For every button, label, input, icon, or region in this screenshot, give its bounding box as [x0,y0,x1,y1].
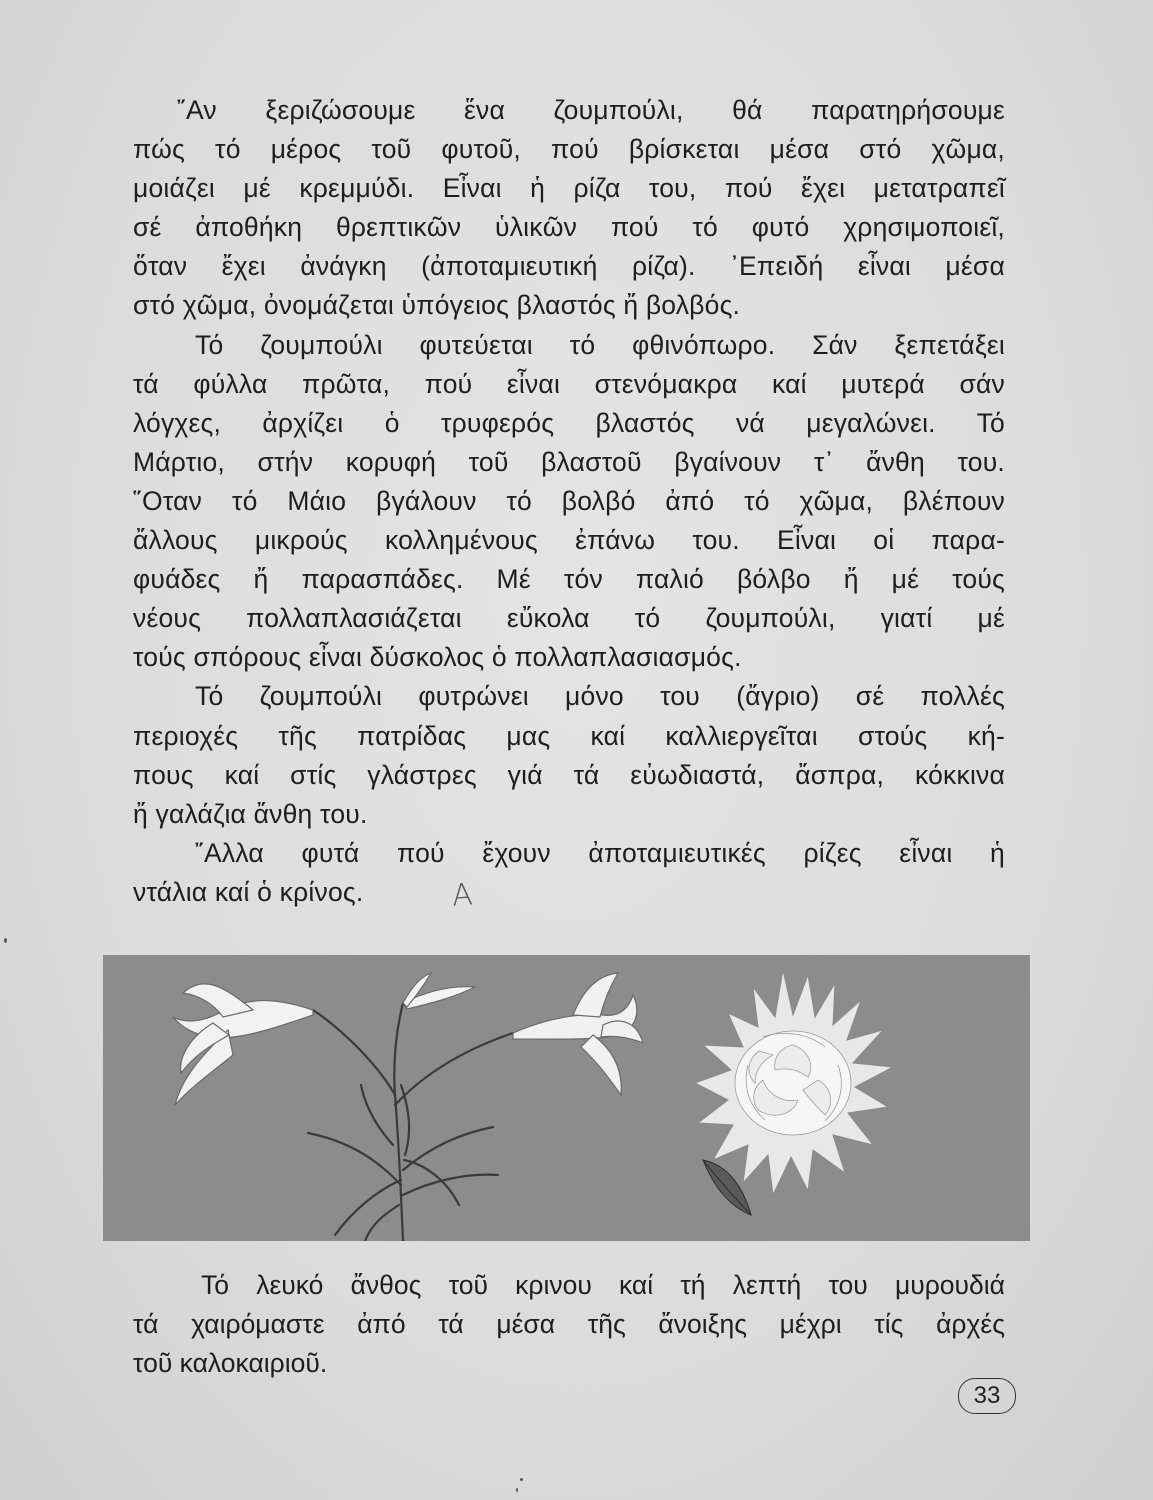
text-line: ῎Αν ξεριζώσουμε ἕνα ζουμπούλι, θά παρατηρήσουμε [177,95,1005,125]
text-line: στό χῶμα, ὀνομάζεται ὑπόγειος βλαστός ἤ βολβός. [133,290,741,321]
page-number: 33 [958,1378,1016,1414]
text-line: περιοχές τῆς πατρίδας μας καί καλλιεργεῖται στούς κή- [133,720,1005,751]
caption-line: Τό λευκό ἄνθος τοῦ κρινου καί τή λεπτή του μυρουδιά [201,1270,1005,1300]
text-line: πους καί στίς γλάστρες γιά τά εὐωδιαστά, ἄσπρα, κόκκινα [133,759,1005,790]
text-line: ντάλια καί ὁ κρίνος. [133,876,364,907]
lily-flower-left [173,984,313,1105]
text-line: Τό ζουμπούλι φυτεύεται τό φθινόπωρο. Σάν ξεπετάξει [195,329,1005,360]
dahlia-flower [695,970,893,1195]
text-line: πώς τό μέρος τοῦ φυτοῦ, πού βρίσκεται μέσα στό χῶμα, [133,134,1005,165]
caption-line: τά χαιρόμαστε ἀπό τά μέσα τῆς ἄνοιξης μέχρι τίς ἀρχές [133,1309,1005,1339]
text-line: ῎Αλλα φυτά πού ἔχουν ἀποταμιευτικές ρίζες εἶναι ἡ [195,837,1005,868]
dahlia-leaf [703,1160,751,1215]
paragraph-4 [133,834,1005,912]
lily-stems [308,1003,513,1241]
text-line: μοιάζει μέ κρεμμύδι. Εἶναι ἡ ρίζα του, πού ἔχει μετατραπεῖ [133,173,1005,204]
handwritten-mark: A [450,877,474,914]
text-line: ἄλλους μικρούς κολλημένους ἐπάνω του. Εἶναι οἱ παρα- [133,525,1005,556]
text-line: Τό ζουμπούλι φυτρώνει μόνο του (ἄγριο) σέ πολλές [195,681,1005,712]
text-line: λόγχες, ἀρχίζει ὁ τρυφερός βλαστός νά μεγαλώνει. Τό [133,407,1005,438]
flower-illustration [103,955,1030,1241]
illustration-caption [133,1266,1005,1383]
text-line: ἤ γαλάζια ἄνθη του. [133,798,368,829]
body-text [133,91,1005,912]
paragraph-1 [133,91,1005,326]
text-line: ῞Οταν τό Μάιο βγάλουν τό βολβό ἀπό τό χῶμα, βλέπουν [133,485,1005,516]
text-line: τούς σπόρους εἶναι δύσκολος ὁ πολλαπλασιασμός. [133,642,742,673]
text-line: τά φύλλα πρῶτα, πού εἶναι στενόμακρα καί μυτερά σάν [133,368,1005,399]
lily-flower-right [513,973,643,1095]
text-line: σέ ἀποθήκη θρεπτικῶν ὑλικῶν πού τό φυτό χρησιμοποιεῖ, [133,212,1005,243]
text-line: φυάδες ἤ παρασπάδες. Μέ τόν παλιό βόλβο ἤ μέ τούς [133,564,1005,595]
text-line: Μάρτιο, στήν κορυφή τοῦ βλαστοῦ βγαίνουν τ᾿ ἄνθη του. [133,446,1005,477]
paragraph-2 [133,326,1005,678]
lily-and-dahlia-drawing [103,955,1030,1241]
lily-bud [403,973,475,1009]
paragraph-3 [133,677,1005,833]
print-speck [520,1478,523,1481]
print-speck [4,938,7,943]
text-line: ὅταν ἔχει ἀνάγκη (ἀποταμιευτική ρίζα). ᾿Επειδή εἶναι μέσα [133,251,1005,282]
print-speck [516,1488,518,1492]
caption-line: τοῦ καλοκαιριοῦ. [133,1348,328,1378]
text-line: νέους πολλαπλασιάζεται εὔκολα τό ζουμπούλι, γιατί μέ [133,603,1005,634]
